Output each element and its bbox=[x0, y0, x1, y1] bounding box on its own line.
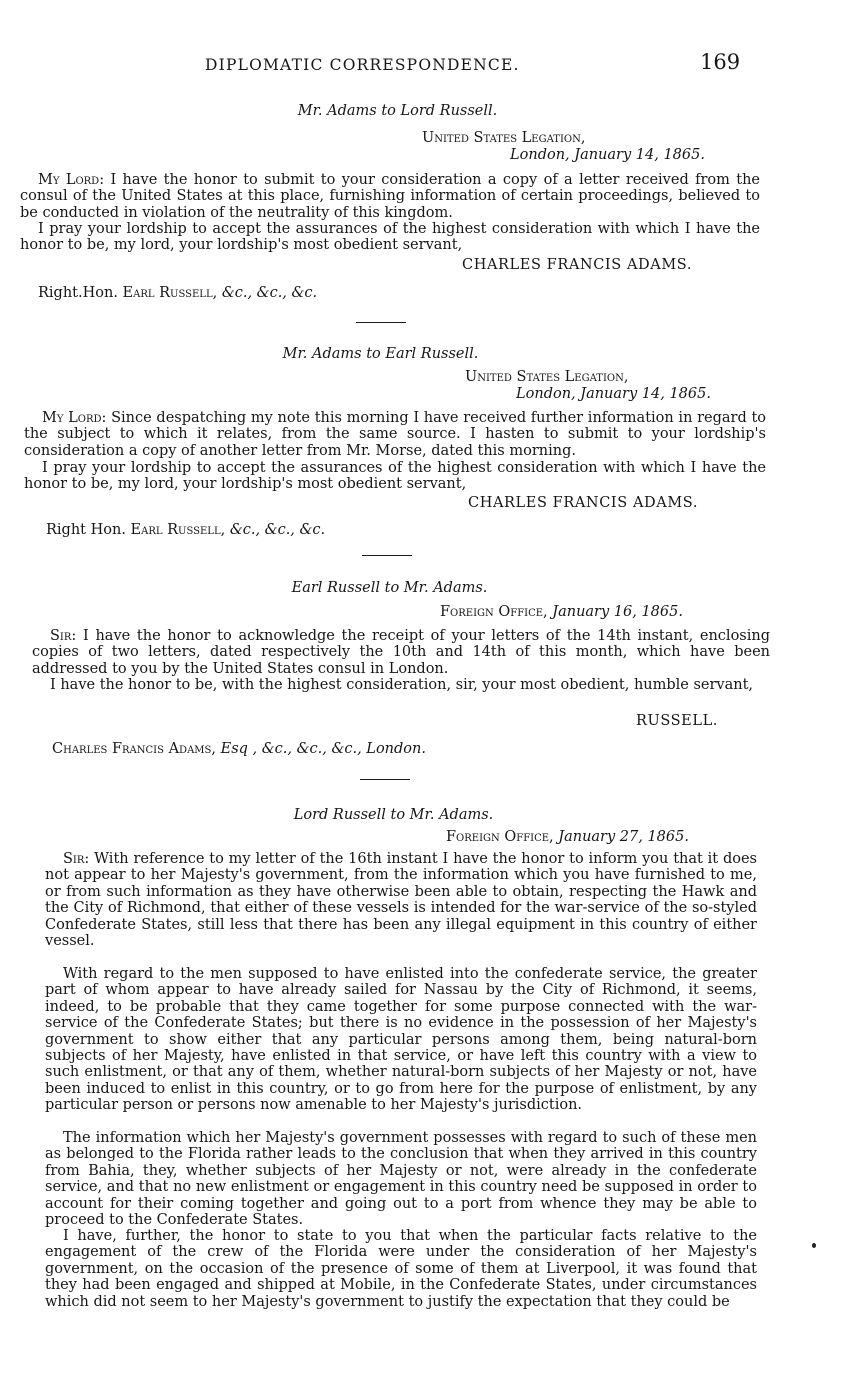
letter-heading: Lord Russell to Mr. Adams. bbox=[293, 807, 494, 823]
salutation: Sir: bbox=[50, 628, 77, 644]
letter-paragraph bbox=[20, 172, 760, 221]
addressee bbox=[38, 285, 317, 301]
addressee-name: Earl Russell, bbox=[130, 522, 226, 538]
paragraph-text: I have the honor to be, with the highest consideration, sir, your most obedient, humble servant, bbox=[50, 677, 754, 693]
letter-office: United States Legation, bbox=[422, 130, 586, 146]
addressee-name: Earl Russell, bbox=[122, 285, 218, 301]
signature: CHARLES FRANCIS ADAMS. bbox=[462, 257, 693, 273]
letter-paragraph bbox=[24, 410, 766, 459]
letter-heading: Mr. Adams to Earl Russell. bbox=[282, 346, 479, 362]
letter-office: Foreign Office, bbox=[440, 604, 548, 620]
letter-dateline: London, January 14, 1865. bbox=[516, 386, 711, 402]
letter-dateline: January 16, 1865. bbox=[552, 604, 683, 620]
section-rule bbox=[362, 555, 412, 556]
letter-paragraph bbox=[45, 851, 757, 949]
letter-heading: Mr. Adams to Lord Russell. bbox=[297, 103, 498, 119]
salutation: My Lord: bbox=[42, 410, 107, 426]
paragraph-text: I have the honor to acknowledge the receipt of your letters of the 14th instant, enclosing copies of two letters, dated respectively the 10th and 14th of this month, which have been addressed to you by the United States consul in London. bbox=[32, 628, 770, 677]
letter-paragraph bbox=[45, 1228, 757, 1310]
paragraph-text: I pray your lordship to accept the assurances of the highest consideration with which I have the honor to be, my lord, your lordship's most obedient servant, bbox=[20, 221, 760, 254]
paragraph-text: I have the honor to submit to your consideration a copy of a letter received from the consul of the United States at this place, furnishing information of certain proceedings, believed to be conducted in violation of the neutrality of this kingdom. bbox=[20, 172, 760, 221]
letter-heading: Earl Russell to Mr. Adams. bbox=[291, 580, 488, 596]
paragraph-text: I have, further, the honor to state to you that when the particular facts relative to the engagement of the crew of the Florida were under the consideration of her Majesty's government, on the occasion of the presence of some of them at Liverpool, it was found that they had been engaged and shipped at Mobile, in the Confederate States, under circumstances which did not seem to her Majesty's government to justify the expectation that they could be bbox=[45, 1228, 757, 1310]
salutation: My Lord: bbox=[38, 172, 105, 188]
salutation: Sir: bbox=[63, 851, 90, 867]
signature: CHARLES FRANCIS ADAMS. bbox=[468, 495, 699, 511]
letter-office: Foreign Office, bbox=[446, 829, 554, 845]
letter-dateline-row bbox=[446, 829, 689, 845]
letter-paragraph bbox=[45, 1130, 757, 1228]
running-title: DIPLOMATIC CORRESPONDENCE. bbox=[205, 56, 520, 74]
letter-dateline: London, January 14, 1865. bbox=[510, 147, 705, 163]
letter-dateline-row bbox=[440, 604, 683, 620]
letter-paragraph bbox=[32, 677, 770, 693]
addressee-prefix: Right Hon. bbox=[46, 522, 126, 538]
letter-paragraph bbox=[20, 221, 760, 254]
addressee bbox=[46, 522, 325, 538]
paragraph-text: With reference to my letter of the 16th instant I have the honor to inform you that it does not appear to her Majesty's government, from the information which you have furnished to me, or from such information as they have otherwise been able to obtain, respecting the Hawk and the City of Richmond, that either of these vessels is intended for the war-service of the so-styled Confederate States, still less that there has been any illegal equipment in this country of either vessel. bbox=[45, 851, 757, 950]
section-rule bbox=[356, 322, 406, 323]
paragraph-text: I pray your lordship to accept the assurances of the highest consideration with which I have the honor to be, my lord, your lordship's most obedient servant, bbox=[24, 460, 766, 493]
section-rule bbox=[360, 779, 410, 780]
letter-paragraph bbox=[24, 460, 766, 493]
addressee-suffix: Esq , &c., &c., &c., London. bbox=[220, 741, 426, 757]
paragraph-text: The information which her Majesty's government possesses with regard to such of these men as belonged to the Florida rather leads to the conclusion that when they arrived in this country from Bahia, they, whether subjects of her Majesty or not, were already in the confederate service, and that no new enlistment or engagement in this country need be supposed in order to account for their coming together and going out to a port from whence they may be able to proceed to the Confederate States. bbox=[45, 1130, 757, 1229]
paragraph-text: With regard to the men supposed to have enlisted into the confederate service, the greater part of whom appear to have already sailed for Nassau by the City of Richmond, it seems, indeed, to be probable that they came together for some purpose connected with the war-service of the Confederate States; but there is no evidence in the possession of her Majesty's government to show either that any particular persons among them, being natural-born subjects of her Majesty, have enlisted in that service, or have left this country with a view to such enlistment, or that any of them, whether natural-born subjects of her Majesty or not, have been induced to enlist in this country, or to go from here for the purpose of enlistment, by any particular person or persons now amenable to her Majesty's jurisdiction. bbox=[45, 966, 757, 1114]
paragraph-text: Since despatching my note this morning I have received further information in regard to the subject to which it relates, from the same source. I hasten to submit to your lordship's consideration a copy of another letter from Mr. Morse, dated this morning. bbox=[24, 410, 767, 459]
letter-paragraph bbox=[32, 628, 770, 677]
addressee bbox=[52, 741, 426, 757]
signature: RUSSELL. bbox=[636, 713, 719, 729]
page-number: 169 bbox=[700, 50, 741, 74]
addressee-prefix: Right.Hon. bbox=[38, 285, 118, 301]
addressee-suffix: &c., &c., &c. bbox=[221, 285, 318, 301]
letter-paragraph bbox=[45, 966, 757, 1114]
letter-office: United States Legation, bbox=[465, 369, 629, 385]
addressee-suffix: &c., &c., &c. bbox=[229, 522, 326, 538]
addressee-name: Charles Francis Adams, bbox=[52, 741, 216, 757]
letter-dateline: January 27, 1865. bbox=[558, 829, 689, 845]
running-head bbox=[0, 50, 849, 80]
margin-ink-dot bbox=[812, 1243, 816, 1248]
